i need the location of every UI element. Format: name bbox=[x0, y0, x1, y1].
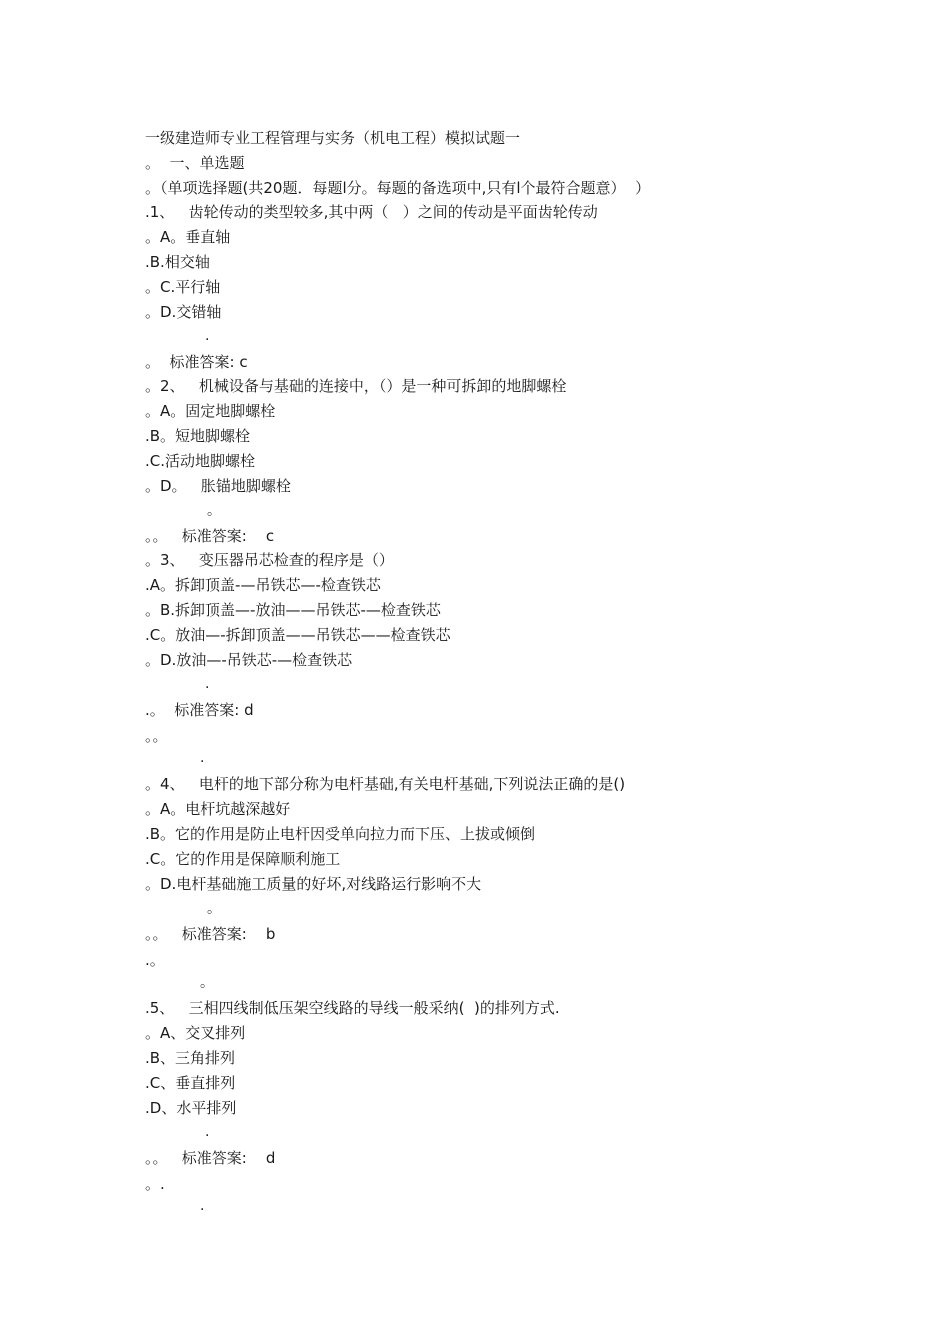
question-3-extra-marker: . bbox=[200, 750, 205, 766]
question-5-answer: 。。 标准答案: d bbox=[145, 1149, 276, 1167]
question-2-marker: 。 bbox=[207, 503, 221, 519]
question-5-marker: . bbox=[205, 1124, 210, 1140]
question-3-marker: . bbox=[205, 676, 210, 692]
question-4-option-b: .B。它的作用是防止电杆因受单向拉力而下压、上拔或倾倒 bbox=[145, 825, 536, 843]
question-5-option-d: .D、水平排列 bbox=[145, 1099, 237, 1117]
question-3-extra: 。。 bbox=[145, 727, 168, 745]
question-1-option-a: 。A。垂直轴 bbox=[145, 228, 231, 246]
question-5-option-c: .C、垂直排列 bbox=[145, 1074, 236, 1092]
question-5-extra-marker: . bbox=[200, 1198, 205, 1214]
question-2-stem: 。2、 机械设备与基础的连接中，（）是一种可拆卸的地脚螺栓 bbox=[145, 377, 567, 395]
question-5-stem: .5、 三相四线制低压架空线路的导线一般采纳( )的排列方式. bbox=[145, 999, 560, 1017]
question-3-option-a: .A。拆卸顶盖-—吊铁芯—-检查铁芯 bbox=[145, 576, 381, 594]
instructions-text: 。（单项选择题(共20题．每题l分。每题的备选项中,只有l个最符合题意） ） bbox=[145, 179, 651, 197]
question-3-answer: .。 标准答案: d bbox=[145, 701, 254, 719]
question-4-extra-marker: 。 bbox=[200, 975, 214, 991]
question-5-extra: 。. bbox=[145, 1175, 165, 1193]
question-4-answer: 。。 标准答案: b bbox=[145, 925, 276, 943]
question-3-option-b: 。B.拆卸顶盖—-放油——吊铁芯-—检查铁芯 bbox=[145, 601, 441, 619]
question-1-option-c: 。C.平行轴 bbox=[145, 278, 221, 296]
question-1-stem: .1、 齿轮传动的类型较多,其中两（ ）之间的传动是平面齿轮传动 bbox=[145, 203, 598, 221]
question-1-option-b: .B.相交轴 bbox=[145, 253, 210, 271]
question-3-option-d: 。D.放油—-吊铁芯-—检查铁芯 bbox=[145, 651, 353, 669]
question-5-option-a: 。A、交叉排列 bbox=[145, 1024, 246, 1042]
question-1-option-d: 。D.交错轴 bbox=[145, 303, 222, 321]
question-4-marker: 。 bbox=[207, 901, 221, 917]
question-1-marker: . bbox=[205, 328, 210, 344]
question-2-option-a: 。A。固定地脚螺栓 bbox=[145, 402, 276, 420]
question-4-option-d: 。D.电杆基础施工质量的好坏,对线路运行影响不大 bbox=[145, 875, 482, 893]
question-4-stem: 。4、 电杆的地下部分称为电杆基础,有关电杆基础,下列说法正确的是() bbox=[145, 775, 626, 793]
question-4-option-a: 。A。电杆坑越深越好 bbox=[145, 800, 291, 818]
question-4-extra: .。 bbox=[145, 951, 165, 969]
question-2-option-d: 。D。 胀锚地脚螺栓 bbox=[145, 477, 291, 495]
question-1-answer: 。 标准答案: c bbox=[145, 353, 248, 371]
question-5-option-b: .B、三角排列 bbox=[145, 1049, 236, 1067]
question-2-option-b: .B。短地脚螺栓 bbox=[145, 427, 251, 445]
question-2-option-c: .C.活动地脚螺栓 bbox=[145, 452, 256, 470]
question-3-option-c: .C。放油—-拆卸顶盖——吊铁芯——检查铁芯 bbox=[145, 626, 451, 644]
question-2-answer: 。。 标准答案: c bbox=[145, 527, 275, 545]
document-title: 一级建造师专业工程管理与实务（机电工程）模拟试题一 bbox=[145, 129, 521, 147]
question-4-option-c: .C。它的作用是保障顺利施工 bbox=[145, 850, 341, 868]
question-3-stem: 。3、 变压器吊芯检查的程序是（） bbox=[145, 551, 394, 569]
section-heading: 。 一、单选题 bbox=[145, 154, 245, 172]
